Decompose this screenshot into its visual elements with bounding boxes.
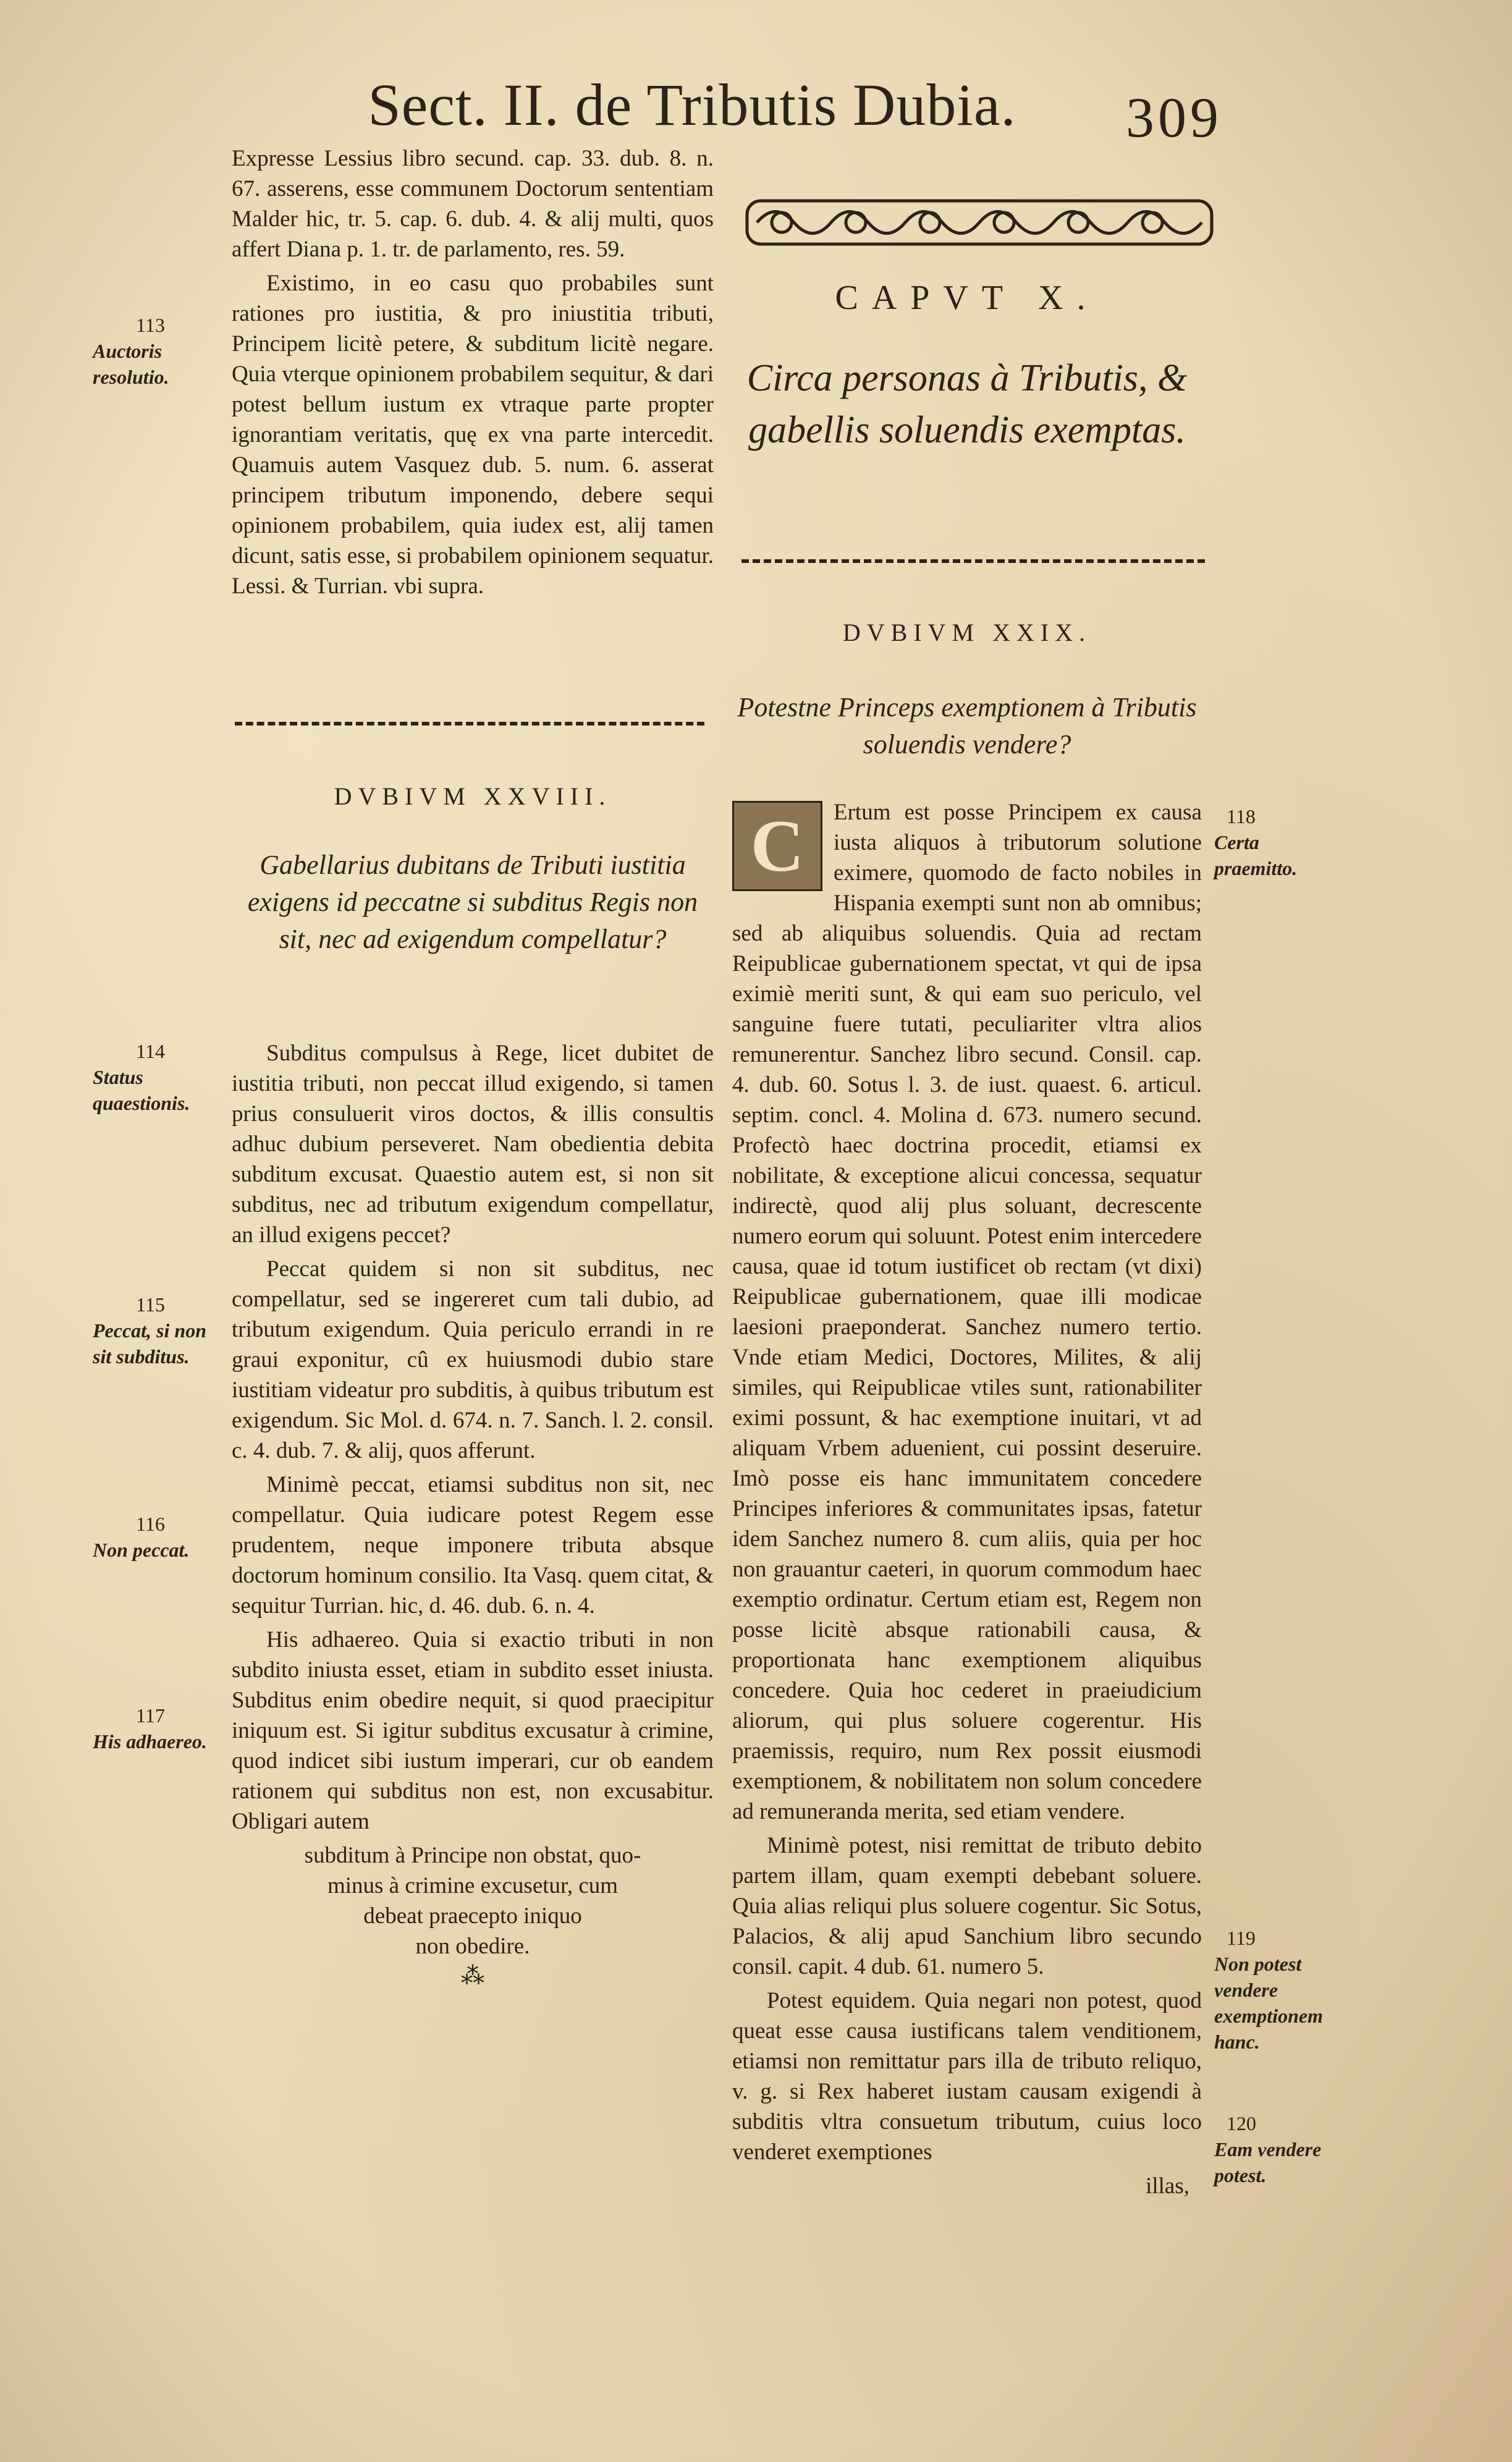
margin-note-114 [93, 1038, 216, 1116]
text-line: subditum à Principe non obstat, quo- [304, 1843, 641, 1868]
margin-note-number: 115 [136, 1293, 165, 1316]
dubium-xxix-heading: DVBIVM XXIX. [842, 619, 1092, 646]
left-paragraph-6: His adhaereo. Quia si exactio tributi in non subdito iniusta esset, etiam in subdito esset iniusta. Subditus enim obedire nequit, si quod praecipitur iniquum est. Si igitur subditus excusatur à crimine, quod indicet sibi iustum imperari, cur ob eandem rationem qui subditus non est, non excusabitur. Obligari autem [232, 1627, 714, 1834]
margin-note-text: His adhaereo. [93, 1730, 207, 1753]
margin-note-119 [1214, 1925, 1332, 2055]
right-paragraph-2: Minimè potest, nisi remittat de tributo debito partem illam, quam exempti debebant soluere. Quia alias reliqui plus soluere cogentur. Sic Sotus, Palacios, & alij apud Sanchium libro secundo consil. capit. 4 dub. 61. numero 5. [732, 1833, 1202, 1979]
left-column [232, 143, 714, 605]
drop-cap-initial: C [732, 801, 822, 891]
right-paragraph-3: Potest equidem. Quia negari non potest, quod queat esse causa iustificans talem venditionem, etiamsi non remittatur pars illa de tributo reliquo, v. g. si Rex haberet iustam causam exigendi à subditis vltra consuetum tributum, cuius loco venderet exemptiones [732, 1988, 1202, 2165]
margin-note-text: Status quaestionis. [93, 1066, 190, 1114]
margin-note-number: 116 [136, 1513, 165, 1535]
right-paragraph-1-text: Ertum est posse Principem ex causa iusta aliquos à tributorum solutione eximere, quomodo de facto nobiles in Hispania exempti sunt non ab omnibus; sed ab aliquibus soluendis. Quia ad rectam Reipublicae gubernationem spectat, vt qui de ipsa eximiè meriti sunt, & qui eam suo periculo, vel sanguine fuere tutati, peculiariter vltra alios remunerentur. Sanchez libro secund. Consil. cap. 4. dub. 60. Sotus l. 3. de iust. quaest. 6. articul. septim. concl. 4. Molina d. 673. numero secund. Profectò haec doctrina procedit, etiamsi ex nobilitate, & exceptione alicui concessa, sequatur indirectè, quod alij plus soluant, decrescente numero eorum qui soluunt. Potest enim intercedere causa, quae id totum iustificet ob rectam (vt dixi) Reipublicae gubernationem, quae illi modicae laesioni praeponderat. Sanchez numero tertio. Vnde etiam Medici, Doctores, Milites, & alij similes, qui Reipublicae vtiles sunt, rationabiliter eximi possunt, & hac exemptione inuitari, vt ad aliquam Vrbem aduenient, cui possint deseruire. Imò posse eis hanc immunitatem concedere Principes inferiores & communitates ipsas, fatetur idem Sanchez numero 8. cum aliis, quia per hoc non grauantur caeteri, in quorum commodum haec exemptio ordinatur. Certum etiam est, Regem non posse licitè absque rationabili causa, & proportionata hanc exemptionem aliquibus concedere. Quia hoc cederet in praeiudicium aliorum, qui plus soluere cogerentur. His praemissis, requiro, num Rex possit eiusmodi exemptionem, & nobilitatem non solum concedere ad remuneranda merita, sed etiam vendere. [732, 800, 1202, 1824]
margin-note-text: Peccat, si non sit subditus. [93, 1319, 206, 1368]
asterism-ornament: ⁂ [461, 1963, 484, 1989]
caput-divider-rule [741, 559, 1205, 563]
section-divider-rule [235, 722, 704, 725]
margin-note-number: 119 [1227, 1927, 1256, 1949]
page-number: 309 [1126, 86, 1222, 149]
caput-title: Circa personas à Tributis, & gabellis soluendis exemptas. [746, 357, 1188, 451]
right-column [732, 797, 1202, 2201]
margin-note-number: 113 [136, 314, 165, 336]
margin-note-text: Certa praemitto. [1214, 831, 1298, 879]
catchword: illas, [1146, 2173, 1189, 2199]
text-line: minus à crimine excusetur, cum [327, 1873, 619, 1898]
margin-note-number: 118 [1227, 805, 1256, 827]
left-paragraph-2: Existimo, in eo casu quo probabiles sunt rationes pro iustitia, & pro iniustitia tributi, Principem licitè petere, & subditum licitè negare. Quia vterque opinionem probabilem sequitur, & dari potest bellum iustum ex vtraque parte propter ignorantiam veritatis, quę ex vna parte intercedit. Quamuis autem Vasquez dub. 5. num. 6. asserat principem tributum imponendo, debere sequi opinionem probabilem, quia iudex est, alij tamen dicunt, satis esse, si probabilem opinionem sequatur. Lessi. & Turrian. vbi supra. [232, 271, 714, 599]
right-paragraph-1 [732, 797, 1202, 1827]
decorative-ornament-band [745, 195, 1214, 250]
margin-note-118 [1214, 803, 1332, 881]
dubium-xxviii-question: Gabellarius dubitans de Tributi iustitia exigens id peccatne si subditus Regis non sit, nec ad exigendum compellatur? [247, 850, 698, 954]
left-paragraph-4: Peccat quidem si non sit subditus, nec compellatur, sed se ingereret cum tali dubio, ad tributum exigendum. Quia periculo errandi in re graui exponitur, cû ex huiusmodi dubio stare iustitiam videatur pro subditis, à quibus tributum est exigendum. Sic Mol. d. 674. n. 7. Sanch. l. 2. consil. c. 4. dub. 7. & alij, quos afferunt. [232, 1256, 714, 1463]
margin-note-113 [93, 312, 216, 390]
text-line: debeat praecepto iniquo [363, 1903, 582, 1929]
left-paragraph-3: Subditus compulsus à Rege, licet dubitet de iustitia tributi, non peccat illud exigendo, si tamen prius consuluerit viros doctos, & illis consultis adhuc dubium perseveret. Nam obedientia debita subditum excusat. Quaestio autem est, si non sit subditus, nec ad tributum exigendum compellatur, an illud exigens peccet? [232, 1041, 714, 1248]
left-paragraph-1: Expresse Lessius libro secund. cap. 33. dub. 8. n. 67. asserens, esse communem Doctorum sententiam Malder hic, tr. 5. cap. 6. dub. 4. & alij multi, quos affert Diana p. 1. tr. de parlamento, res. 59. [232, 146, 714, 262]
margin-note-text: Auctoris resolutio. [93, 340, 169, 388]
text-line: non obedire. [415, 1934, 530, 1959]
left-column-body [232, 1038, 714, 1992]
margin-note-117 [93, 1703, 216, 1754]
margin-note-number: 117 [136, 1704, 165, 1727]
dubium-xxix-question: Potestne Princeps exemptionem à Tributis soluendis vendere? [737, 692, 1197, 759]
left-paragraph-5: Minimè peccat, etiamsi subditus non sit, nec compellatur. Quia iudicare potest Regem esse prudentem, neque imponere tributa absque doctorum hominum consilio. Ita Vasq. quem citat, & sequitur Turrian. hic, d. 46. dub. 6. n. 4. [232, 1472, 714, 1618]
margin-note-number: 120 [1227, 2112, 1256, 2134]
dubium-xxviii-heading: DVBIVM XXVIII. [334, 782, 612, 810]
margin-note-text: Non potest vendere exemptionem hanc. [1214, 1953, 1323, 2053]
margin-note-120 [1214, 2110, 1332, 2188]
margin-note-number: 114 [136, 1040, 165, 1062]
running-head: Sect. II. de Tributis Dubia. [368, 72, 1016, 138]
margin-note-115 [93, 1292, 216, 1369]
margin-note-text: Eam vendere potest. [1214, 2138, 1322, 2186]
caput-heading: CAPVT X. [835, 279, 1099, 317]
margin-note-116 [93, 1511, 216, 1563]
left-paragraph-6-end [232, 1840, 714, 1961]
margin-note-text: Non peccat. [93, 1539, 190, 1561]
